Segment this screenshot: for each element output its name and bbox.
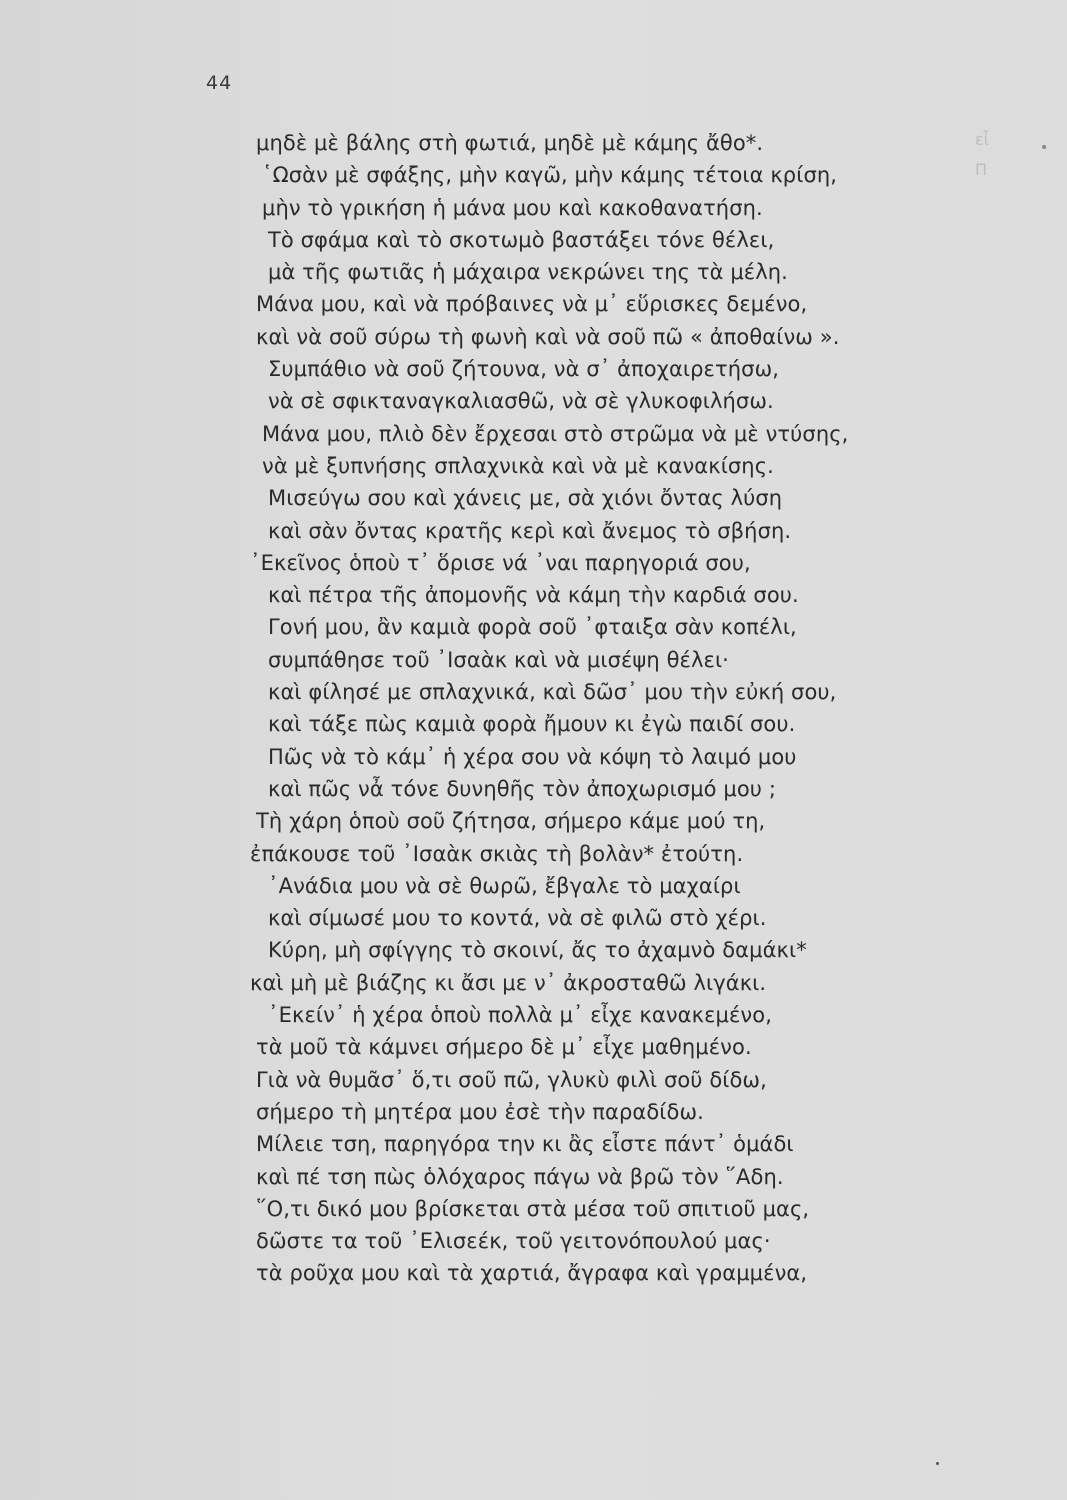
poem-line: σήμερο τὴ μητέρα μου ἐσὲ τὴν παραδίδω.: [256, 1099, 704, 1124]
poem-line: ἐπάκουσε τοῦ ᾽Ισαὰκ σκιὰς τὴ βολὰν* ἐτούτη.: [250, 841, 744, 866]
paper-speck: [936, 1462, 939, 1465]
poem-line: Γονή μου, ἂν καμιὰ φορὰ σοῦ ᾽φταιξα σὰν κοπέλι,: [268, 615, 797, 640]
poem-line: καὶ σὰν ὄντας κρατῆς κερὶ καὶ ἄνεμος τὸ σβήση.: [268, 518, 792, 543]
poem-line: τὰ ροῦχα μου καὶ τὰ χαρτιά, ἄγραφα καὶ γραμμένα,: [256, 1261, 808, 1286]
poem-line: Τὸ σφάμα καὶ τὸ σκοτωμὸ βαστάξει τόνε θέλει,: [268, 227, 775, 252]
poem-line: καὶ σίμωσέ μου το κοντά, νὰ σὲ φιλῶ στὸ χέρι.: [268, 906, 767, 931]
poem-line: δῶστε τα τοῦ ᾽Ελισεέκ, τοῦ γειτονόπουλού μας·: [256, 1229, 771, 1254]
poem-line: καὶ πέ τση πὼς ὁλόχαρος πάγω νὰ βρῶ τὸν ῞Αδη.: [256, 1164, 784, 1189]
page-number: 44: [206, 72, 233, 94]
poem-line: καὶ τάξε πὼς καμιὰ φορὰ ἤμουν κι ἐγὼ παιδί σου.: [268, 712, 796, 737]
poem-line: μὴν τὸ γρικήση ἡ μάνα μου καὶ κακοθανατήση.: [262, 195, 763, 220]
poem-line: τὰ μοῦ τὰ κάμνει σήμερο δὲ μ᾽ εἶχε μαθημένο.: [256, 1035, 752, 1060]
poem-line: Συμπάθιο νὰ σοῦ ζήτουνα, νὰ σ᾽ ἀποχαιρετήσω,: [268, 357, 780, 382]
poem-line: μηδὲ μὲ βάλης στὴ φωτιά, μηδὲ μὲ κάμης ἄθο*.: [256, 131, 764, 155]
poem-line: Μάνα μου, πλιὸ δὲν ἔρχεσαι στὸ στρῶμα νὰ μὲ ντύσης,: [262, 421, 849, 446]
poem-line: Κύρη, μὴ σφίγγης τὸ σκοινί, ἄς το ἀχαμνὸ δαμάκι*: [268, 938, 807, 963]
margin-mark: •: [1040, 140, 1049, 156]
poem-line: ῾Ωσὰν μὲ σφάξης, μὴν καγῶ, μὴν κάμης τέτοια κρίση,: [262, 163, 838, 188]
poem-line: Μίλειε τση, παρηγόρα την κι ἂς εἶστε πάντ᾽ ὁμάδι: [256, 1132, 794, 1157]
poem-line: καὶ φίλησέ με σπλαχνικά, καὶ δῶσ᾽ μου τὴν εὐκή σου,: [268, 680, 837, 705]
poem-line: καὶ μὴ μὲ βιάζης κι ἄσι με ν᾽ ἀκροσταθῶ λιγάκι.: [250, 970, 767, 995]
bleed-through-text: Π: [975, 160, 988, 179]
poem-line: ᾽Εκεῖνος ὁποὺ τ᾽ ὅρισε νά ᾽ναι παρηγοριά σου,: [250, 550, 751, 575]
poem-line: Γιὰ νὰ θυμᾶσ᾽ ὅ,τι σοῦ πῶ, γλυκὺ φιλὶ σοῦ δίδω,: [256, 1067, 767, 1092]
poem-line: ᾽Ανάδια μου νὰ σὲ θωρῶ, ἔβγαλε τὸ μαχαίρι: [268, 873, 741, 898]
poem-line: ᾽Εκείν᾽ ἡ χέρα ὁποὺ πολλὰ μ᾽ εἶχε κανακεμένο,: [268, 1003, 772, 1028]
poem-line: συμπάθησε τοῦ ᾽Ισαὰκ καὶ νὰ μισέψη θέλει·: [268, 647, 729, 672]
poem-line: νὰ σὲ σφικταναγκαλιασθῶ, νὰ σὲ γλυκοφιλήσω.: [268, 389, 774, 414]
poem-line: Τὴ χάρη ὁποὺ σοῦ ζήτησα, σήμερο κάμε μού τη,: [256, 809, 766, 834]
poem-line: Μισεύγω σου καὶ χάνεις με, σὰ χιόνι ὄντας λύση: [268, 486, 783, 511]
poem-line: Μάνα μου, καὶ νὰ πρόβαινες νὰ μ᾽ εὕρισκες δεμένο,: [256, 292, 808, 317]
poem-line: καὶ πῶς νἆ τόνε δυνηθῆς τὸν ἀποχωρισμό μου ;: [268, 776, 777, 801]
poem-line: Πῶς νὰ τὸ κάμ᾽ ἡ χέρα σου νὰ κόψη τὸ λαιμό μου: [268, 744, 797, 769]
bleed-through-text: εἶ: [975, 130, 990, 149]
poem-line: μὰ τῆς φωτιᾶς ἡ μάχαιρα νεκρώνει της τὰ μέλη.: [268, 260, 788, 285]
poem-line: καὶ πέτρα τῆς ἀπομονῆς νὰ κάμη τὴν καρδιά σου.: [268, 583, 799, 608]
poem-text: [250, 127, 996, 1290]
poem-line: ῞Ο,τι δικό μου βρίσκεται στὰ μέσα τοῦ σπιτιοῦ μας,: [256, 1196, 810, 1221]
poem-line: νὰ μὲ ξυπνήσης σπλαχνικὰ καὶ νὰ μὲ κανακίσης.: [262, 453, 774, 478]
poem-line: καὶ νὰ σοῦ σύρω τὴ φωνὴ καὶ νὰ σοῦ πῶ « ἀποθαίνω ».: [256, 324, 840, 349]
